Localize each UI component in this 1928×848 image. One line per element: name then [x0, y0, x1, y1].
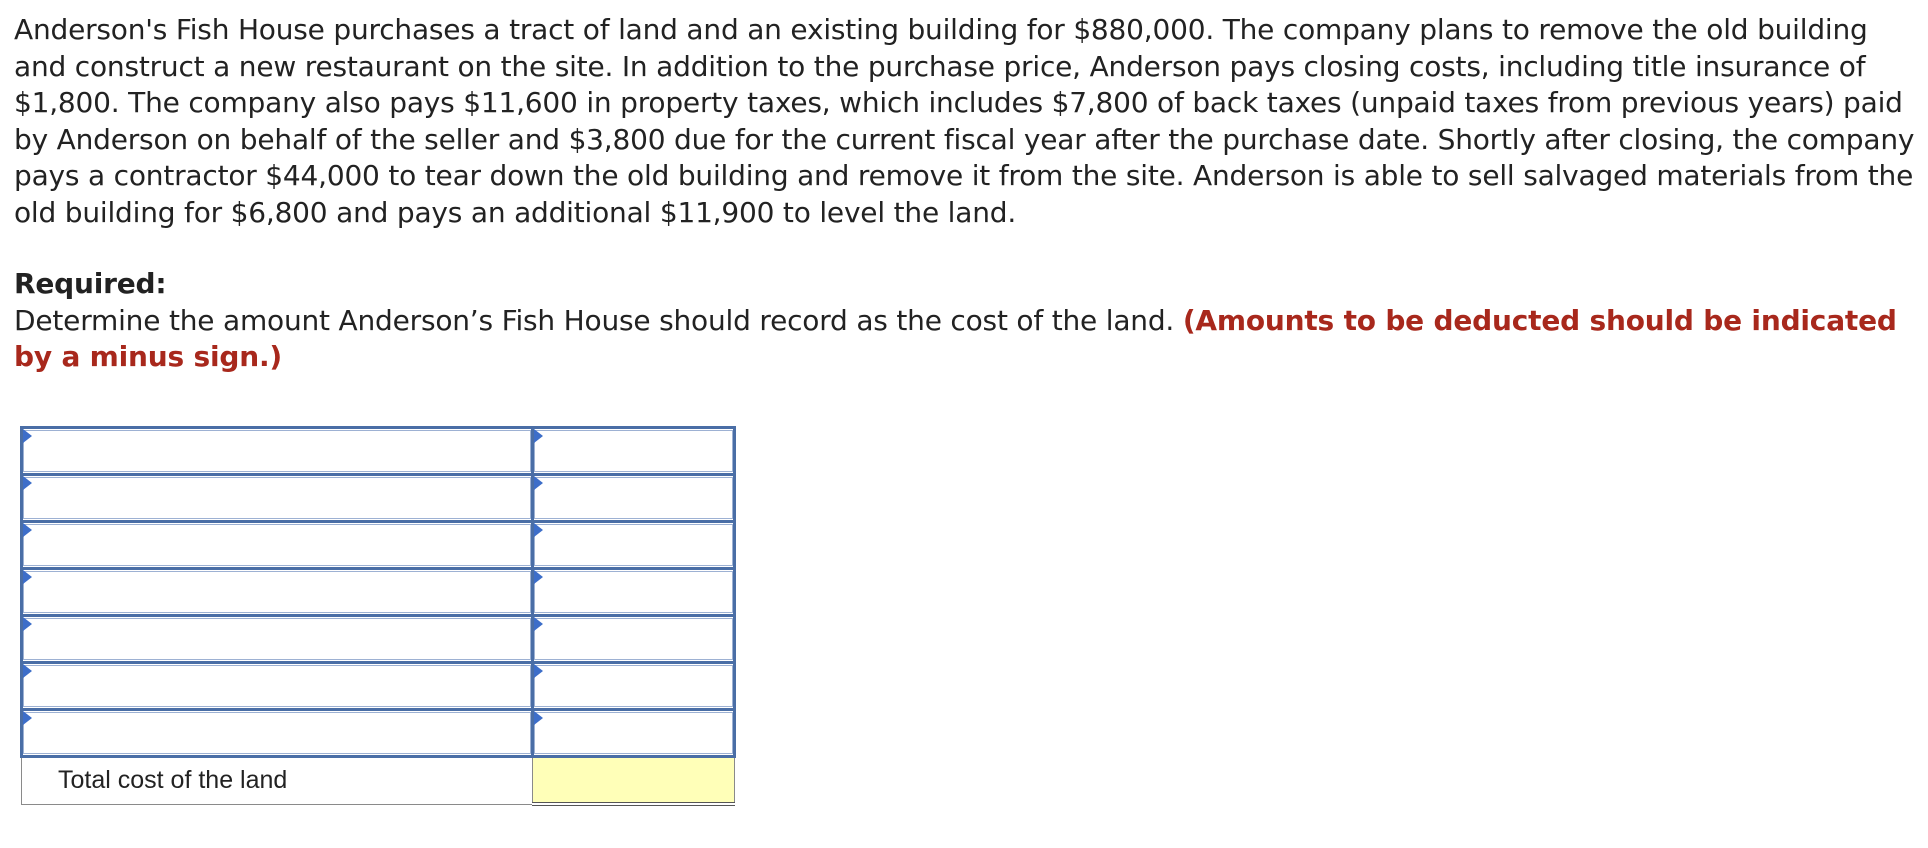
input-marker-icon — [534, 570, 543, 584]
dropdown-marker-icon — [23, 476, 32, 490]
table-row — [22, 710, 735, 757]
description-cell[interactable] — [22, 710, 533, 757]
problem-statement — [14, 12, 1919, 231]
amount-input[interactable] — [534, 571, 733, 613]
amount-cell[interactable] — [533, 569, 735, 616]
amount-input[interactable] — [534, 665, 733, 707]
dropdown-marker-icon — [23, 570, 32, 584]
required-heading: Required: — [14, 267, 167, 300]
description-input[interactable] — [23, 524, 531, 566]
table-row — [22, 569, 735, 616]
minus-sign-note: (Amounts to be deducted should be indicated by a minus sign.) — [14, 303, 1897, 373]
table-row — [22, 663, 735, 710]
dropdown-marker-icon — [23, 664, 32, 678]
amount-cell[interactable] — [533, 475, 735, 522]
input-marker-icon — [534, 523, 543, 537]
description-input[interactable] — [23, 571, 531, 613]
input-marker-icon — [534, 711, 543, 725]
input-marker-icon — [534, 429, 543, 443]
amount-input[interactable] — [534, 430, 733, 472]
amount-input[interactable] — [534, 618, 733, 660]
description-input[interactable] — [23, 712, 531, 754]
description-cell[interactable] — [22, 522, 533, 569]
description-cell[interactable] — [22, 616, 533, 663]
amount-input[interactable] — [534, 524, 733, 566]
description-cell[interactable] — [22, 475, 533, 522]
dropdown-marker-icon — [23, 429, 32, 443]
land-cost-table — [20, 426, 736, 806]
description-cell[interactable] — [22, 428, 533, 475]
description-input[interactable] — [23, 477, 531, 519]
required-instruction: Determine the amount Anderson’s Fish House should record as the cost of the land. — [14, 303, 1175, 337]
description-cell[interactable] — [22, 569, 533, 616]
dropdown-marker-icon — [23, 711, 32, 725]
dropdown-marker-icon — [23, 523, 32, 537]
table-row — [22, 428, 735, 475]
dropdown-marker-icon — [23, 617, 32, 631]
amount-cell[interactable] — [533, 522, 735, 569]
description-input[interactable] — [23, 618, 531, 660]
amount-input[interactable] — [534, 712, 733, 754]
required-section — [14, 266, 1919, 376]
table-row — [22, 475, 735, 522]
description-input[interactable] — [23, 665, 531, 707]
input-marker-icon — [534, 664, 543, 678]
total-amount-field — [533, 757, 735, 805]
amount-cell[interactable] — [533, 428, 735, 475]
total-row — [22, 757, 735, 805]
input-marker-icon — [534, 476, 543, 490]
amount-cell[interactable] — [533, 710, 735, 757]
description-cell[interactable] — [22, 663, 533, 710]
total-label: Total cost of the land — [22, 757, 533, 805]
table-row — [22, 522, 735, 569]
input-marker-icon — [534, 617, 543, 631]
problem-text: Anderson's Fish House purchases a tract of land and an existing building for $880,000. The company plans to remove the old building and construct a new restaurant on the site. In addition to the purchase price, Anderson pays closing costs, including title insurance of $1,800. The company also pays $11,600 in property taxes, which includes $7,800 of back taxes (unpaid taxes from previous years) paid by Anderson on behalf of the seller and $3,800 due for the current fiscal year after the purchase date. Shortly after closing, the company pays a contractor $44,000 to tear down the old building and remove it from the site. Anderson is able to sell salvaged materials from the old building for $6,800 and pays an additional $11,900 to level the land. — [14, 13, 1915, 229]
table-row — [22, 616, 735, 663]
amount-input[interactable] — [534, 477, 733, 519]
amount-cell[interactable] — [533, 663, 735, 710]
description-input[interactable] — [23, 430, 531, 472]
amount-cell[interactable] — [533, 616, 735, 663]
